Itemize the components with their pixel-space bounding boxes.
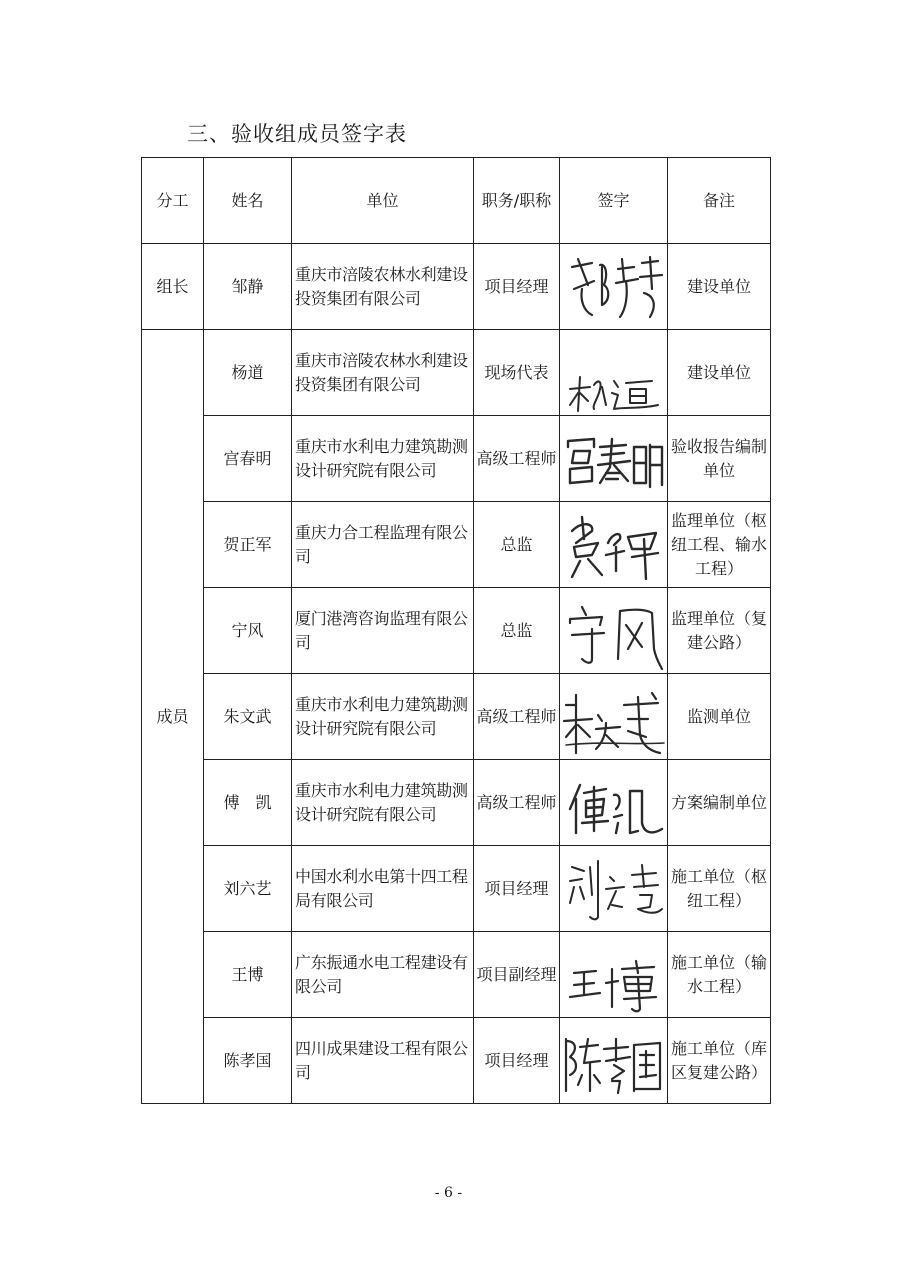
signature-cell: [560, 846, 668, 932]
handwritten-signature: [562, 933, 666, 1017]
header-signature: 签字: [560, 158, 668, 244]
document-title: 三、验收组成员签字表: [187, 122, 407, 146]
position-cell: 项目经理: [474, 1018, 560, 1104]
handwritten-signature: [562, 331, 666, 415]
signature-cell: [560, 502, 668, 588]
position-cell: 高级工程师: [474, 416, 560, 502]
table-row: [142, 846, 771, 932]
remark-cell: 施工单位（输水工程）: [668, 932, 771, 1018]
remark-cell: 施工单位（库区复建公路）: [668, 1018, 771, 1104]
name-cell: 刘六艺: [204, 846, 292, 932]
handwritten-signature: [562, 417, 666, 501]
table-row: [142, 674, 771, 760]
signature-cell: [560, 588, 668, 674]
unit-cell: 重庆市水利电力建筑勘测设计研究院有限公司: [292, 674, 474, 760]
header-remark: 备注: [668, 158, 771, 244]
signature-cell: [560, 932, 668, 1018]
name-cell: 朱文武: [204, 674, 292, 760]
handwritten-signature: [562, 589, 666, 673]
name-cell: 贺正军: [204, 502, 292, 588]
table-row: [142, 588, 771, 674]
name-cell: 邹静: [204, 244, 292, 330]
remark-cell: 验收报告编制单位: [668, 416, 771, 502]
handwritten-signature: [562, 847, 666, 931]
position-cell: 项目经理: [474, 244, 560, 330]
unit-cell: 重庆市涪陵农林水利建设投资集团有限公司: [292, 330, 474, 416]
remark-cell: 建设单位: [668, 244, 771, 330]
table-row: [142, 244, 771, 330]
table-row: [142, 932, 771, 1018]
unit-cell: 中国水利水电第十四工程局有限公司: [292, 846, 474, 932]
unit-cell: 重庆市水利电力建筑勘测设计研究院有限公司: [292, 416, 474, 502]
unit-cell: 重庆市涪陵农林水利建设投资集团有限公司: [292, 244, 474, 330]
role-cell-member: 成员: [142, 330, 204, 1104]
header-name: 姓名: [204, 158, 292, 244]
role-cell-leader: 组长: [142, 244, 204, 330]
header-unit: 单位: [292, 158, 474, 244]
remark-cell: 监测单位: [668, 674, 771, 760]
table-row: [142, 1018, 771, 1104]
remark-cell: 建设单位: [668, 330, 771, 416]
table-row: [142, 502, 771, 588]
signature-cell: [560, 1018, 668, 1104]
name-cell: 宫春明: [204, 416, 292, 502]
handwritten-signature: [562, 245, 666, 329]
position-cell: 项目经理: [474, 846, 560, 932]
table-header-row: [142, 158, 771, 244]
name-cell: 杨道: [204, 330, 292, 416]
remark-cell: 施工单位（枢纽工程）: [668, 846, 771, 932]
signature-table: [141, 157, 771, 1104]
table-row: [142, 760, 771, 846]
position-cell: 项目副经理: [474, 932, 560, 1018]
unit-cell: 厦门港湾咨询监理有限公司: [292, 588, 474, 674]
name-cell: 傅 凯: [204, 760, 292, 846]
page-number: - 6 -: [434, 1185, 463, 1201]
signature-cell: [560, 330, 668, 416]
position-cell: 现场代表: [474, 330, 560, 416]
unit-cell: 四川成果建设工程有限公司: [292, 1018, 474, 1104]
name-cell: 王博: [204, 932, 292, 1018]
name-cell: 陈孝国: [204, 1018, 292, 1104]
remark-cell: 监理单位（枢纽工程、输水工程）: [668, 502, 771, 588]
remark-cell: 监理单位（复建公路）: [668, 588, 771, 674]
signature-cell: [560, 416, 668, 502]
header-role: 分工: [142, 158, 204, 244]
position-cell: 高级工程师: [474, 760, 560, 846]
signature-cell: [560, 244, 668, 330]
table-row: [142, 416, 771, 502]
handwritten-signature: [562, 503, 666, 587]
table-row: [142, 330, 771, 416]
signature-cell: [560, 674, 668, 760]
position-cell: 高级工程师: [474, 674, 560, 760]
signature-cell: [560, 760, 668, 846]
name-cell: 宁风: [204, 588, 292, 674]
remark-cell: 方案编制单位: [668, 760, 771, 846]
handwritten-signature: [562, 761, 666, 845]
header-position: 职务/职称: [474, 158, 560, 244]
unit-cell: 重庆市水利电力建筑勘测设计研究院有限公司: [292, 760, 474, 846]
handwritten-signature: [562, 675, 666, 759]
handwritten-signature: [562, 1019, 666, 1103]
position-cell: 总监: [474, 588, 560, 674]
unit-cell: 重庆力合工程监理有限公司: [292, 502, 474, 588]
position-cell: 总监: [474, 502, 560, 588]
unit-cell: 广东振通水电工程建设有限公司: [292, 932, 474, 1018]
